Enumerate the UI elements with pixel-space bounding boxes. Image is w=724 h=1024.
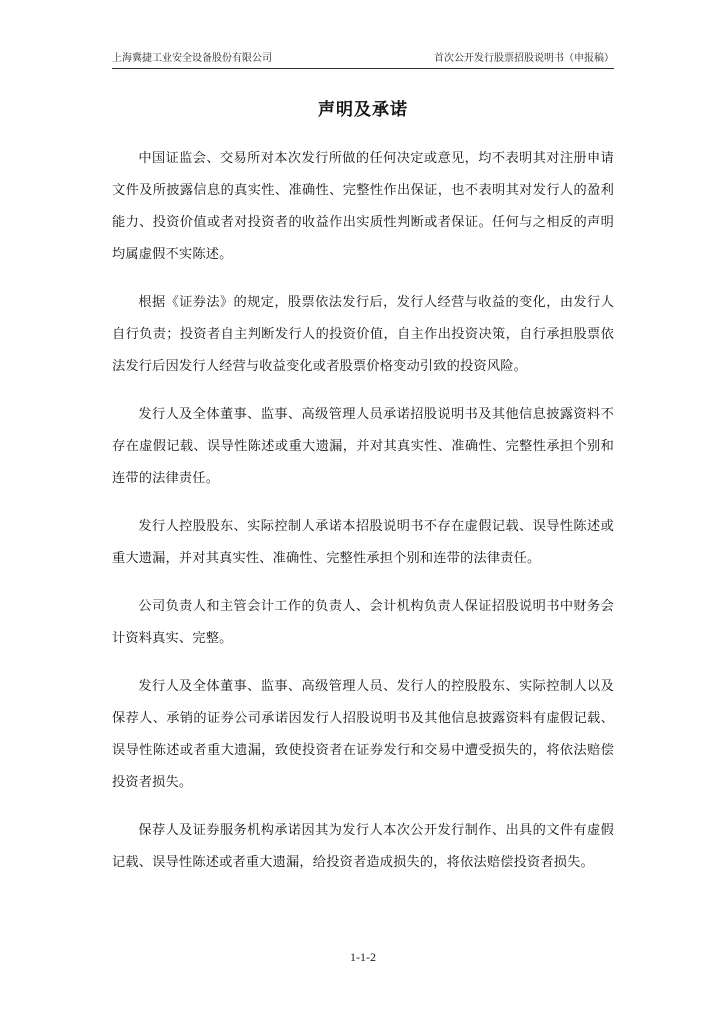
header-divider — [112, 68, 614, 69]
paragraph-6: 发行人及全体董事、监事、高级管理人员、发行人的控股股东、实际控制人以及保荐人、承销的证券公司承诺因发行人招股说明书及其他信息披露资料有虚假记载、误导性陈述或者重大遗漏，致使投资者在证券发行和交易中遭受损失的，将依法赔偿投资者损失。 — [112, 679, 614, 790]
page-header — [112, 51, 614, 67]
paragraph-5: 公司负责人和主管会计工作的负责人、会计机构负责人保证招股说明书中财务会计资料真实、完整。 — [112, 599, 614, 646]
page-number: 1-1-2 — [350, 950, 376, 964]
page-title: 声明及承诺 — [318, 100, 408, 120]
paragraph-7: 保荐人及证券服务机构承诺因其为发行人本次公开发行制作、出具的文件有虚假记载、误导性陈述或者重大遗漏，给投资者造成损失的，将依法赔偿投资者损失。 — [112, 823, 614, 870]
header-company-name: 上海冀捷工业安全设备股份有限公司 — [112, 53, 272, 64]
header-document-name: 首次公开发行股票招股说明书（申报稿） — [434, 53, 614, 64]
paragraph-4: 发行人控股股东、实际控制人承诺本招股说明书不存在虚假记载、误导性陈述或重大遗漏，并对其真实性、准确性、完整性承担个别和连带的法律责任。 — [112, 519, 614, 566]
paragraph-1: 中国证监会、交易所对本次发行所做的任何决定或意见，均不表明其对注册申请文件及所披露信息的真实性、准确性、完整性作出保证，也不表明其对发行人的盈利能力、投资价值或者对投资者的收益作出实质性判断或者保证。任何与之相反的声明均属虚假不实陈述。 — [112, 151, 614, 262]
document-body — [112, 143, 614, 895]
paragraph-2: 根据《证券法》的规定，股票依法发行后，发行人经营与收益的变化，由发行人自行负责；投资者自主判断发行人的投资价值，自主作出投资决策，自行承担股票依法发行后因发行人经营与收益变化或者股票价格变动引致的投资风险。 — [112, 295, 614, 374]
paragraph-3: 发行人及全体董事、监事、高级管理人员承诺招股说明书及其他信息披露资料不存在虚假记载、误导性陈述或重大遗漏，并对其真实性、准确性、完整性承担个别和连带的法律责任。 — [112, 407, 614, 486]
